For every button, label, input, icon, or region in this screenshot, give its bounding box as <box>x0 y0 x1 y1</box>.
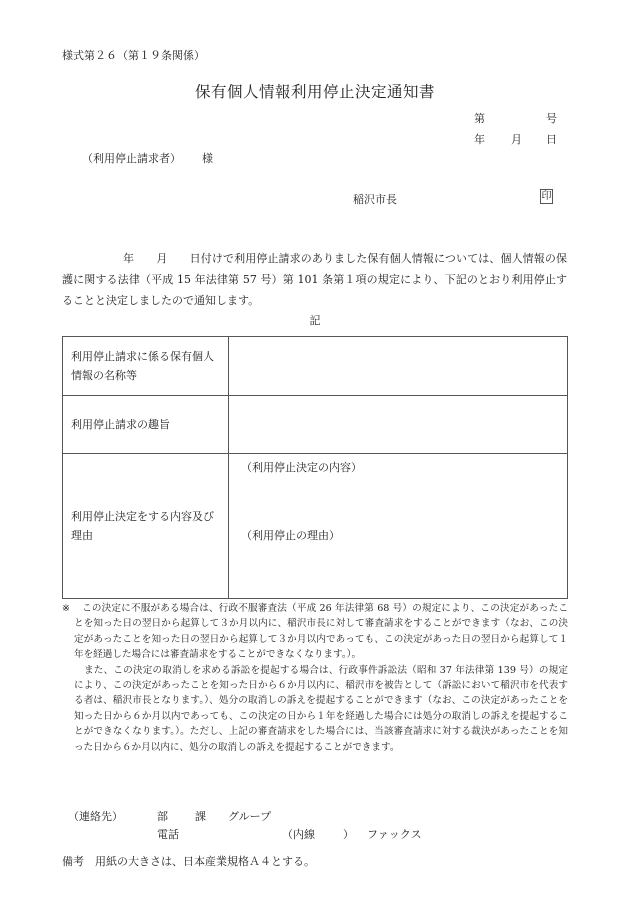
contact-extension: （内線 <box>282 828 315 841</box>
date-year-label: 年 <box>474 133 485 146</box>
contact-section: 課 <box>195 810 206 823</box>
contact-label: （連絡先） <box>68 810 123 823</box>
date-day-label: 日 <box>546 133 557 146</box>
document-number-suffix: 号 <box>546 112 557 125</box>
contact-department: 部 <box>157 810 168 823</box>
form-number: 様式第２６（第１９条関係） <box>62 49 205 62</box>
decision-content-heading: （利用停止決定の内容） <box>241 461 362 474</box>
contact-extension-close: ） <box>343 828 354 841</box>
note-mark: ※ <box>62 603 71 614</box>
requester-label: （利用停止請求者） <box>82 152 181 165</box>
seal-mark-icon: 印 <box>541 191 552 202</box>
issuer-name: 稲沢市長 <box>353 193 397 206</box>
decision-reason-heading: （利用停止の理由） <box>241 529 340 542</box>
ki-heading: 記 <box>309 314 321 327</box>
row-value-request-purpose <box>229 396 568 454</box>
contact-fax: ファックス <box>367 828 422 841</box>
detail-table <box>62 336 568 599</box>
note-appeal-text: この決定に不服がある場合は、行政不服審査法（平成 26 年法律第 68 号）の規定により、この決定があったことを知った日の翌日から起算して３か月以内に、稲沢市長に対して審査請求をすることができます（なお、この決定があったことを知った日の翌日から起算して３か月以内であっても、この決定があった日の翌日から起算して１年を経過した場合には審査請求をすることができなくなります。）。 <box>74 603 568 661</box>
appeal-notes <box>62 601 568 755</box>
notice-paragraph: 年 月 日付けで利用停止請求のありました保有個人情報については、個人情報の保護に関する法律（平成 15 年法律第 57 号）第 101 条第１項の規定により、下記のとおり利用停止することと決定しましたので通知します。 <box>62 252 567 307</box>
contact-group: グループ <box>228 810 272 823</box>
remarks: 備考 用紙の大きさは、日本産業規格Ａ４とする。 <box>62 855 315 868</box>
note-appeal <box>62 601 568 663</box>
date-month-label: 月 <box>511 133 522 146</box>
honorific: 様 <box>202 152 213 165</box>
contact-telephone: 電話 <box>157 828 179 841</box>
row-label-info-name: 利用停止請求に係る保有個人情報の名称等 <box>63 337 229 396</box>
document-title: 保有個人情報利用停止決定通知書 <box>194 83 435 101</box>
row-label-request-purpose: 利用停止請求の趣旨 <box>63 396 229 454</box>
row-value-decision-reason <box>229 454 568 599</box>
document-number-prefix: 第 <box>474 112 485 125</box>
table-row <box>63 454 568 599</box>
table-row <box>63 396 568 454</box>
table-row <box>63 337 568 396</box>
note-lawsuit: また、この決定の取消しを求める訴訟を提起する場合は、行政事件訴訟法（昭和 37 年法律第 139 号）の規定により、この決定があったことを知った日から６か月以内に、稲沢市を被告として（訴訟において稲沢市を代表する者は、稲沢市長となります。）、処分の取消しの訴えを提起することができます（なお、この決定があったことを知った日から６か月以内であっても、この決定の日から１年を経過した場合には処分の取消しの訴えを提起することができなくなります。）。ただし、上記の審査請求をした場合には、当該審査請求に対する裁決があったことを知った日から６か月以内に、処分の取消しの訴えを提起することができます。 <box>74 664 568 753</box>
row-label-decision-reason: 利用停止決定をする内容及び理由 <box>63 454 229 599</box>
row-value-info-name <box>229 337 568 396</box>
